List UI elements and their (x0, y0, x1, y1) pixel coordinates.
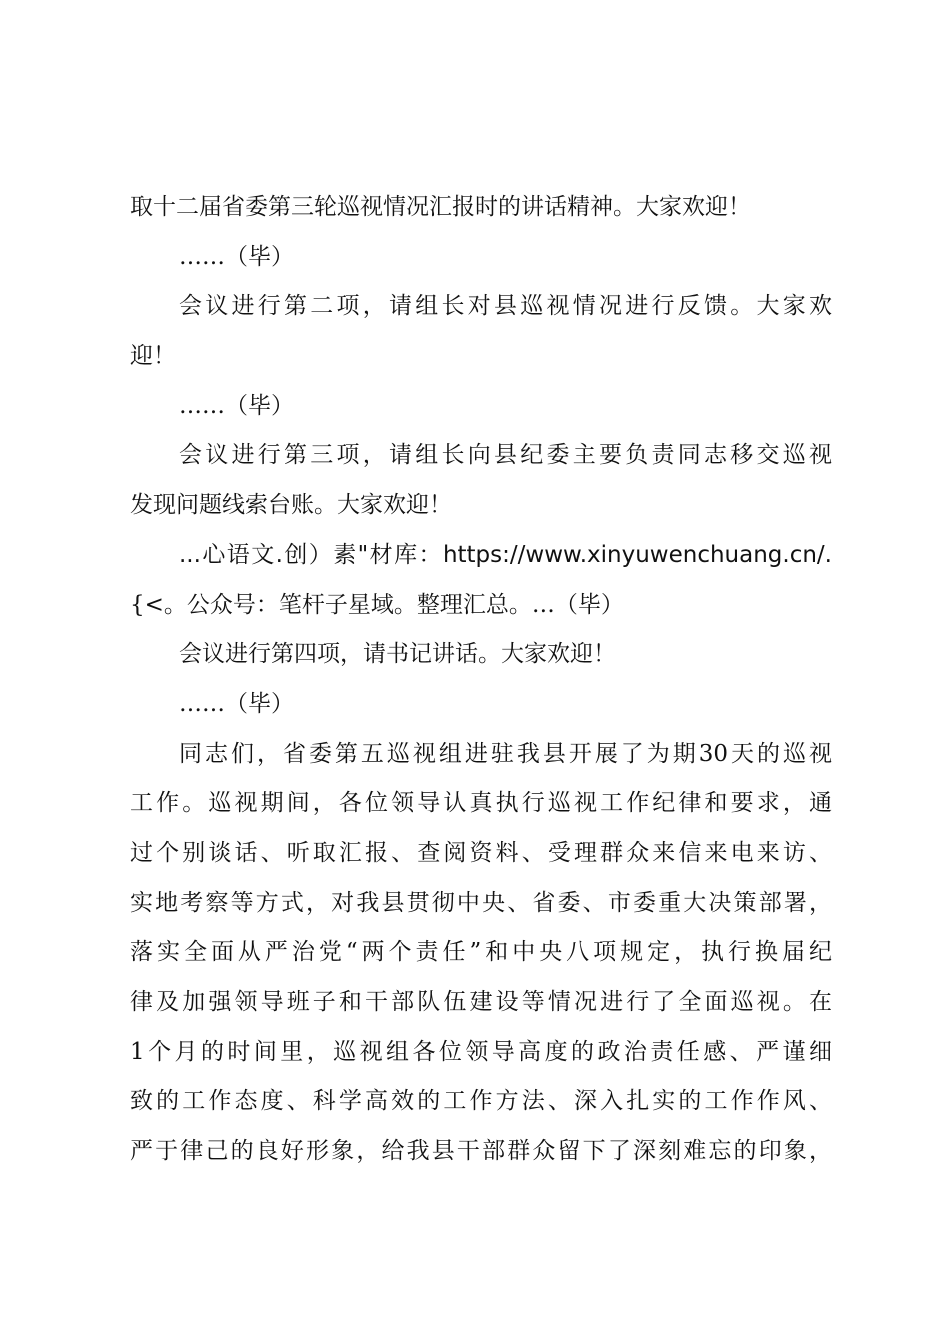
text-line-20: 严于律己的良好形象，给我县干部群众留下了深刻难忘的印象， (130, 1138, 832, 1165)
text-line-9: {<。公众号：笔杆子星域。整理汇总。…（毕） (130, 591, 624, 618)
text-line-8: ...心语文.创）素"材库：https://www.xinyuwenchuang.cn/. (179, 541, 832, 568)
text-line-5: ……（毕） (179, 392, 294, 419)
text-line-1: 取十二届省委第三轮巡视情况汇报时的讲话精神。大家欢迎！ (130, 194, 751, 220)
text-line-2: ……（毕） (179, 243, 294, 270)
text-line-4: 迎！ (130, 343, 176, 370)
text-line-16: 落实全面从严治党“两个责任”和中央八项规定，执行换届纪 (130, 939, 832, 966)
text-line-7: 发现问题线索台账。大家欢迎！ (130, 492, 452, 519)
text-line-14: 过个别谈话、听取汇报、查阅资料、受理群众来信来电来访、 (130, 839, 832, 866)
text-line-11: ……（毕） (179, 690, 294, 717)
text-line-17: 律及加强领导班子和干部队伍建设等情况进行了全面巡视。在 (130, 989, 832, 1015)
text-line-3: 会议进行第二项，请组长对县巡视情况进行反馈。大家欢 (179, 293, 832, 320)
text-line-13: 工作。巡视期间，各位领导认真执行巡视工作纪律和要求，通 (130, 790, 832, 817)
text-line-10: 会议进行第四项，请书记讲话。大家欢迎！ (179, 641, 616, 668)
text-line-19: 致的工作态度、科学高效的工作方法、深入扎实的工作作风、 (130, 1088, 832, 1115)
text-line-12: 同志们，省委第五巡视组进驻我县开展了为期30天的巡视 (179, 740, 832, 767)
text-line-15: 实地考察等方式，对我县贯彻中央、省委、市委重大决策部署， (130, 889, 832, 916)
document-body (130, 183, 832, 1177)
text-line-18: 1个月的时间里，巡视组各位领导高度的政治责任感、严谨细 (130, 1038, 832, 1065)
text-line-6: 会议进行第三项，请组长向县纪委主要负责同志移交巡视 (179, 442, 832, 469)
